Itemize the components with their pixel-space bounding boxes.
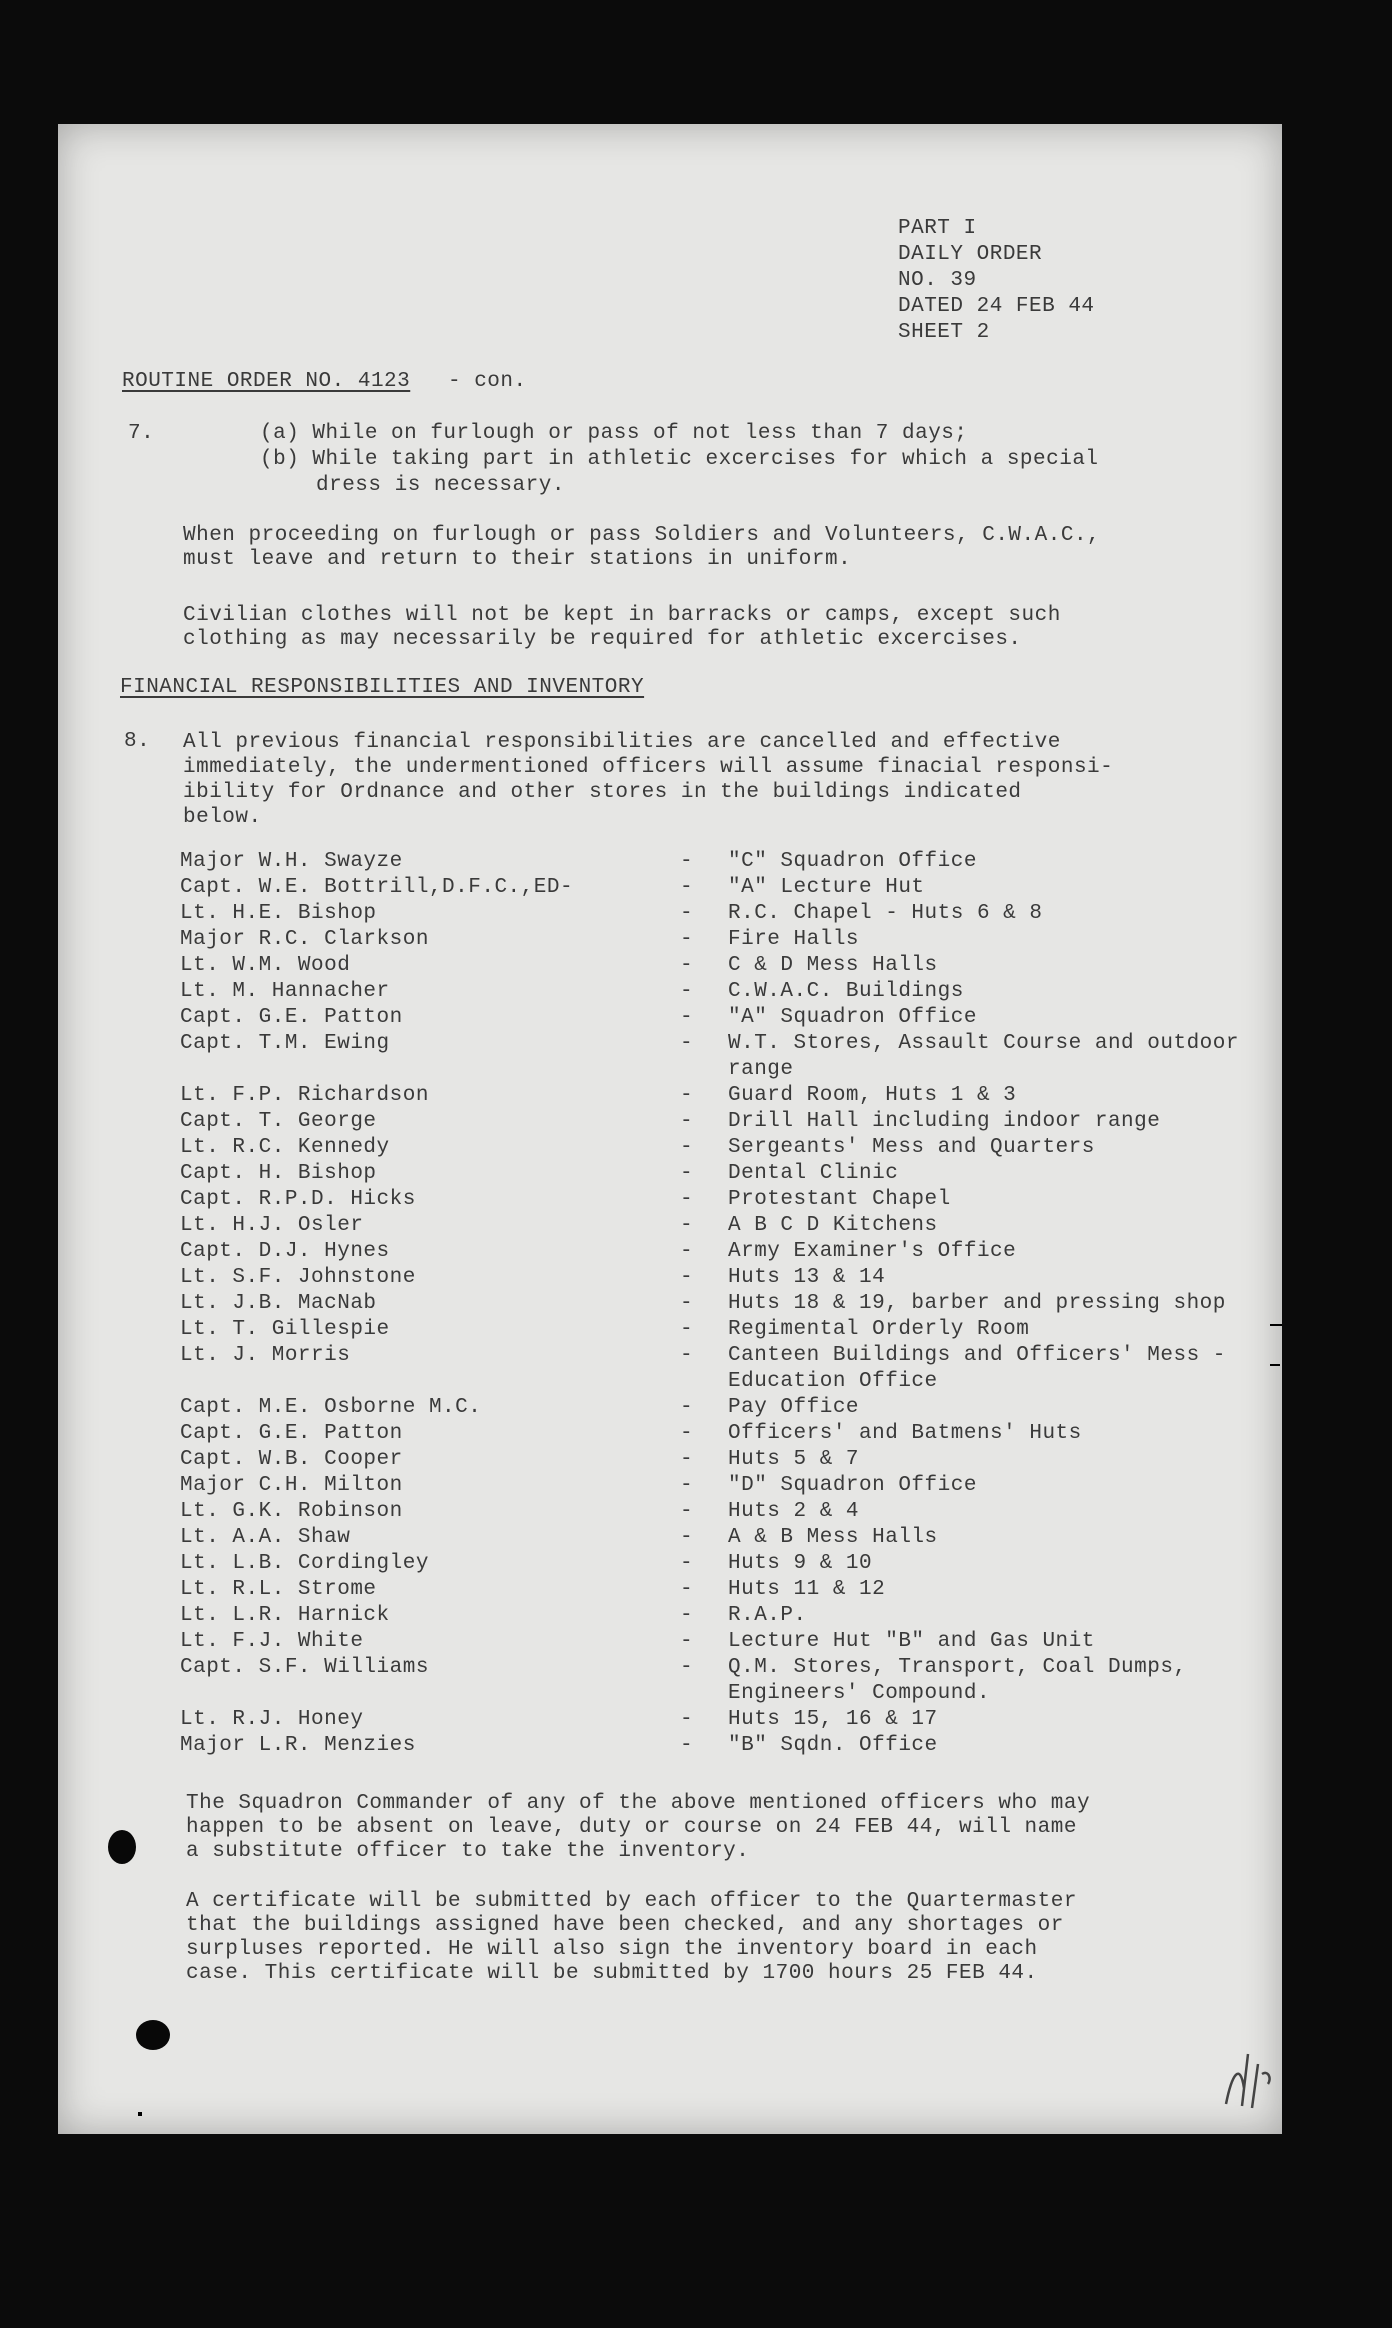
routine-order-title: ROUTINE ORDER NO. 4123 — [122, 370, 411, 393]
officer-name: Major R.C. Clarkson — [180, 928, 429, 951]
officer-name: Capt. R.P.D. Hicks — [180, 1188, 416, 1211]
building-name: "C" Squadron Office — [728, 850, 977, 873]
officer-name: Lt. T. Gillespie — [180, 1318, 390, 1341]
paragraph-substitute: The Squadron Commander of any of the above mentioned officers who may happen to be absent on leave, duty or course on 24 FEB 44, will name a substitute officer to take the inventory. — [186, 1792, 1091, 1863]
scan-speck — [1270, 1364, 1280, 1366]
ink-blot — [136, 2020, 170, 2050]
separator-dash: - — [680, 1708, 694, 1731]
paragraph-certificate: A certificate will be submitted by each officer to the Quartermaster that the buildings assigned have been checked, and any shortages or surpluses reported. He will also sign the inventory board in each case. This certificate will be submitted by 1700 hours 25 FEB 44. — [186, 1890, 1077, 1985]
separator-dash: - — [680, 1526, 694, 1549]
header-date: DATED 24 FEB 44 — [898, 295, 1095, 318]
building-name: Q.M. Stores, Transport, Coal Dumps, — [728, 1656, 1187, 1679]
officer-name: Lt. R.J. Honey — [180, 1708, 364, 1731]
paragraph-civilian-clothes: Civilian clothes will not be kept in barracks or camps, except such clothing as may necessarily be required for athletic excercises. — [183, 604, 1061, 651]
separator-dash: - — [680, 1578, 694, 1601]
header-sheet: SHEET 2 — [898, 321, 990, 344]
building-name: A B C D Kitchens — [728, 1214, 938, 1237]
officer-name: Capt. G.E. Patton — [180, 1422, 403, 1445]
separator-dash: - — [680, 902, 694, 925]
separator-dash: - — [680, 1240, 694, 1263]
officer-name: Capt. T. George — [180, 1110, 377, 1133]
header-daily-order: DAILY ORDER — [898, 243, 1043, 266]
header-number: NO. 39 — [898, 269, 977, 292]
building-name: "A" Squadron Office — [728, 1006, 977, 1029]
building-name: Huts 13 & 14 — [728, 1266, 886, 1289]
building-name: Huts 2 & 4 — [728, 1500, 860, 1523]
item-number-7: 7. — [128, 422, 155, 445]
separator-dash: - — [680, 1344, 694, 1367]
building-name-cont: range — [728, 1058, 794, 1081]
item-7a: (a) While on furlough or pass of not less than 7 days; — [260, 422, 968, 445]
separator-dash: - — [680, 1318, 694, 1341]
ink-blot — [108, 1830, 136, 1864]
officer-name: Capt. W.B. Cooper — [180, 1448, 403, 1471]
building-name-cont: Engineers' Compound. — [728, 1682, 991, 1705]
building-name: Huts 11 & 12 — [728, 1578, 886, 1601]
building-name: Lecture Hut "B" and Gas Unit — [728, 1630, 1095, 1653]
separator-dash: - — [680, 1006, 694, 1029]
officer-name: Lt. F.P. Richardson — [180, 1084, 429, 1107]
scan-speck — [1270, 1324, 1282, 1326]
header-part: PART I — [898, 217, 977, 240]
separator-dash: - — [680, 1292, 694, 1315]
building-name: "B" Sqdn. Office — [728, 1734, 938, 1757]
scan-speck — [138, 2112, 142, 2116]
paragraph-uniform: When proceeding on furlough or pass Soldiers and Volunteers, C.W.A.C., must leave and return to their stations in uniform. — [183, 524, 1101, 571]
separator-dash: - — [680, 1604, 694, 1627]
building-name: Pay Office — [728, 1396, 860, 1419]
separator-dash: - — [680, 850, 694, 873]
separator-dash: - — [680, 1656, 694, 1679]
building-name: A & B Mess Halls — [728, 1526, 938, 1549]
officer-name: Capt. D.J. Hynes — [180, 1240, 390, 1263]
separator-dash: - — [680, 1630, 694, 1653]
financial-title: FINANCIAL RESPONSIBILITIES AND INVENTORY — [120, 676, 645, 699]
officer-name: Lt. L.R. Harnick — [180, 1604, 390, 1627]
officer-name: Lt. G.K. Robinson — [180, 1500, 403, 1523]
building-name: Dental Clinic — [728, 1162, 899, 1185]
officer-name: Lt. M. Hannacher — [180, 980, 390, 1003]
building-name: Drill Hall including indoor range — [728, 1110, 1161, 1133]
building-name: W.T. Stores, Assault Course and outdoor — [728, 1032, 1239, 1055]
officer-name: Capt. M.E. Osborne M.C. — [180, 1396, 482, 1419]
officer-name: Lt. J. Morris — [180, 1344, 351, 1367]
separator-dash: - — [680, 928, 694, 951]
handwritten-mark-icon — [1218, 2044, 1278, 2114]
officer-name: Capt. G.E. Patton — [180, 1006, 403, 1029]
building-name: Huts 15, 16 & 17 — [728, 1708, 938, 1731]
separator-dash: - — [680, 1136, 694, 1159]
separator-dash: - — [680, 876, 694, 899]
separator-dash: - — [680, 1084, 694, 1107]
building-name: Canteen Buildings and Officers' Mess - — [728, 1344, 1226, 1367]
building-name: Officers' and Batmens' Huts — [728, 1422, 1082, 1445]
officer-name: Lt. H.J. Osler — [180, 1214, 364, 1237]
officer-name: Capt. W.E. Bottrill,D.F.C.,ED- — [180, 876, 574, 899]
building-name: Sergeants' Mess and Quarters — [728, 1136, 1095, 1159]
separator-dash: - — [680, 1500, 694, 1523]
separator-dash: - — [680, 1734, 694, 1757]
officer-name: Major C.H. Milton — [180, 1474, 403, 1497]
separator-dash: - — [680, 1032, 694, 1055]
building-name: Guard Room, Huts 1 & 3 — [728, 1084, 1017, 1107]
officer-name: Lt. A.A. Shaw — [180, 1526, 351, 1549]
officer-name: Lt. S.F. Johnstone — [180, 1266, 416, 1289]
building-name: Huts 5 & 7 — [728, 1448, 860, 1471]
item-number-8: 8. — [124, 730, 151, 753]
building-name: Regimental Orderly Room — [728, 1318, 1030, 1341]
officer-name: Lt. H.E. Bishop — [180, 902, 377, 925]
building-name: Fire Halls — [728, 928, 860, 951]
building-name: Huts 9 & 10 — [728, 1552, 873, 1575]
item-7b-cont: dress is necessary. — [316, 474, 565, 497]
separator-dash: - — [680, 1396, 694, 1419]
officer-name: Capt. H. Bishop — [180, 1162, 377, 1185]
separator-dash: - — [680, 1188, 694, 1211]
building-name: "A" Lecture Hut — [728, 876, 925, 899]
officer-name: Major L.R. Menzies — [180, 1734, 416, 1757]
routine-order-suffix: - con. — [448, 370, 527, 393]
officer-name: Lt. W.M. Wood — [180, 954, 351, 977]
building-name: Huts 18 & 19, barber and pressing shop — [728, 1292, 1226, 1315]
officer-name: Capt. S.F. Williams — [180, 1656, 429, 1679]
building-name: Army Examiner's Office — [728, 1240, 1017, 1263]
separator-dash: - — [680, 1110, 694, 1133]
building-name: Protestant Chapel — [728, 1188, 951, 1211]
officer-name: Lt. J.B. MacNab — [180, 1292, 377, 1315]
building-name: "D" Squadron Office — [728, 1474, 977, 1497]
document-page — [58, 124, 1282, 2134]
officer-name: Lt. L.B. Cordingley — [180, 1552, 429, 1575]
building-name: R.C. Chapel - Huts 6 & 8 — [728, 902, 1043, 925]
financial-intro: All previous financial responsibilities are cancelled and effective immediately, the undermentioned officers will assume finacial responsi- ibility for Ordnance and other stores in the buildings indicated below. — [183, 731, 1114, 829]
separator-dash: - — [680, 1214, 694, 1237]
officer-name: Capt. T.M. Ewing — [180, 1032, 390, 1055]
officer-name: Lt. F.J. White — [180, 1630, 364, 1653]
building-name: C & D Mess Halls — [728, 954, 938, 977]
item-7b: (b) While taking part in athletic excercises for which a special — [260, 448, 1099, 471]
officer-name: Lt. R.L. Strome — [180, 1578, 377, 1601]
separator-dash: - — [680, 1162, 694, 1185]
separator-dash: - — [680, 1474, 694, 1497]
separator-dash: - — [680, 980, 694, 1003]
separator-dash: - — [680, 1422, 694, 1445]
officer-name: Lt. R.C. Kennedy — [180, 1136, 390, 1159]
officer-name: Major W.H. Swayze — [180, 850, 403, 873]
separator-dash: - — [680, 954, 694, 977]
building-name-cont: Education Office — [728, 1370, 938, 1393]
separator-dash: - — [680, 1448, 694, 1471]
separator-dash: - — [680, 1552, 694, 1575]
building-name: C.W.A.C. Buildings — [728, 980, 964, 1003]
separator-dash: - — [680, 1266, 694, 1289]
building-name: R.A.P. — [728, 1604, 807, 1627]
